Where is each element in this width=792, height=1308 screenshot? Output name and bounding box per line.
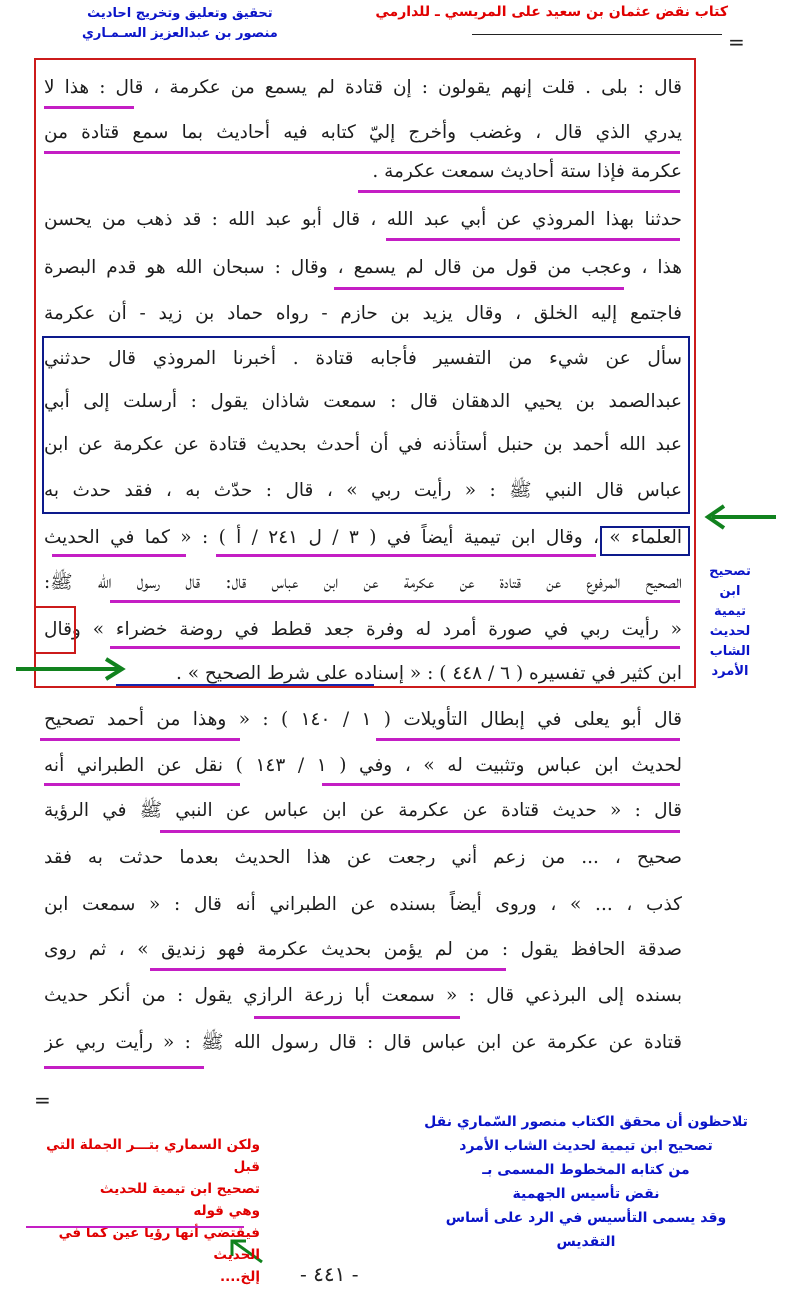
body-line-9: عبد الله أحمد بن حنبل أستأذنه في أن أحدث بحديث قتادة عن عكرمة عن ابن <box>44 434 682 455</box>
page-number: - ٤٤١ - <box>300 1262 359 1286</box>
body-line-21: بسنده إلى البرذعي قال : « سمعت أبا زرعة الرازي يقول : من أنكر حديث <box>44 985 682 1006</box>
body-line-16: لحديث ابن عباس وتثبيت له » ، وفي ( ١ / ١٤٣ ) نقل عن الطبراني أنه <box>44 755 682 776</box>
body-line-22: قتادة عن عكرمة عن ابن عباس قال : قال رسول الله ﷺ : « رأيت ربي عز <box>44 1032 682 1053</box>
blue-underline <box>116 684 374 686</box>
equals-mark-top: = <box>728 30 745 54</box>
side-note-line: الشاب <box>709 644 751 659</box>
note-line: إلخ.... <box>220 1269 260 1285</box>
underline <box>216 554 596 557</box>
body-line-13: « رأيت ربي في صورة أمرد له وفرة جعد قطط في روضة خضراء » وقال <box>44 619 682 640</box>
body-line-11: العلماء » ، وقال ابن تيمية أيضاً في ( ٣ / ل ٢٤١ / أ ) : « كما في الحديث <box>44 527 682 548</box>
body-line-5: هذا ، وعجب من قول من قال لم يسمع ، وقال : سبحان الله هو قدم البصرة <box>44 257 682 278</box>
underline <box>334 287 624 290</box>
underline <box>44 783 240 786</box>
side-note-line: ابن تيمية <box>713 584 747 619</box>
underline <box>386 238 680 241</box>
underline <box>254 1016 460 1019</box>
note-line: تصحيح ابن تيمية للحديث <box>99 1181 260 1197</box>
bottom-right-note <box>420 1110 752 1254</box>
header-rule <box>472 34 722 35</box>
underline <box>322 783 680 786</box>
underline <box>44 106 134 109</box>
body-line-8: عبدالصمد بن يحيي الدهقان قال : سمعت شاذان يقول : أرسلت إلى أبي <box>44 391 682 412</box>
note-line: وقد يسمى التأسيس في الرد على أساس التقديس <box>445 1210 727 1250</box>
side-note-line: لحديث <box>709 624 751 639</box>
side-note-line: تصحيح <box>709 564 751 579</box>
underline <box>376 738 680 741</box>
underline <box>110 646 680 649</box>
note-line: تلاحظون أن محقق الكتاب منصور السّماري نقل <box>424 1114 748 1130</box>
body-line-2: يدري الذي قال ، وغضب وأخرج إليّ كتابه فيه أحاديث بما سمع قتادة من <box>44 122 682 143</box>
arrow-left-icon <box>700 504 780 530</box>
arrow-right-icon <box>14 658 130 680</box>
note-underline <box>26 1226 244 1228</box>
equals-mark-bottom: = <box>34 1088 51 1112</box>
underline <box>44 151 680 154</box>
blue-highlight-box <box>42 336 690 514</box>
body-line-17: قال : « حديث قتادة عن عكرمة عن ابن عباس عن النبي ﷺ في الرؤية <box>44 800 682 821</box>
bottom-left-note <box>20 1134 260 1288</box>
note-line: تصحيح ابن تيمية لحديث الشاب الأمرد <box>459 1138 713 1154</box>
note-line: من كتابه المخطوط المسمى بـ <box>482 1162 690 1178</box>
underline <box>160 830 680 833</box>
body-line-18: صحيح ، ... من زعم أني رجعت عن هذا الحديث بعدما حدثت به فقد <box>44 847 682 868</box>
body-line-1: قال : بلى . قلت إنهم يقولون : إن قتادة لم يسمع من عكرمة ، قال : هذا لا <box>44 77 682 98</box>
underline <box>52 554 186 557</box>
editor-line-1: تحقيق وتعليق وتخريج احاديث <box>87 6 273 21</box>
underline <box>110 600 680 603</box>
note-line: ولكن السماري بتـــر الجملة التي قبل <box>46 1137 260 1175</box>
body-line-6: فاجتمع إليه الخلق ، وقال يزيد بن حازم - رواه حماد بن زيد - أن عكرمة <box>44 303 682 324</box>
side-note-line: الأمرد <box>711 664 749 679</box>
blue-small-box <box>600 526 690 556</box>
body-line-14: ابن كثير في تفسيره ( ٦ / ٤٤٨ ) : « إسناده على شرط الصحيح » . <box>175 663 682 684</box>
body-line-19: كذب ، ... » ، وروى أيضاً بسنده عن الطبراني أنه قال : « سمعت ابن <box>44 894 682 915</box>
red-small-box <box>34 606 76 654</box>
body-line-12: الصحيح المرفوع عن قتادة عن عكرمة عن ابن عباس قال: قال رسول الله ﷺ: <box>44 572 682 593</box>
body-line-20: صدقة الحافظ يقول : من لم يؤمن بحديث عكرمة فهو زنديق » ، ثم روى <box>44 939 682 960</box>
note-line: وهي قوله <box>193 1203 260 1219</box>
underline <box>150 968 506 971</box>
note-line: نقض تأسيس الجهمية <box>512 1186 660 1202</box>
side-note <box>702 562 758 682</box>
underline <box>358 190 680 193</box>
body-line-3: عكرمة فإذا ستة أحاديث سمعت عكرمة . <box>372 161 682 182</box>
book-title-annotation: كتاب نقض عثمان بن سعيد على المريسي ـ للدارمي <box>375 4 728 20</box>
note-line: فيقتضي أنها رؤيا عين كما في الحديث <box>58 1225 260 1263</box>
underline <box>40 738 240 741</box>
editor-annotation <box>82 4 278 44</box>
body-line-7: سأل عن شيء من التفسير فأجابه قتادة . أخبرنا المروذي قال حدثني <box>44 348 682 369</box>
body-line-10: عباس قال النبي ﷺ : « رأيت ربي » ، قال : حدّث به ، فقد حدث به <box>44 480 682 501</box>
editor-line-2: منصور بن عبدالعزيز السـمـاري <box>82 26 278 41</box>
body-line-15: قال أبو يعلى في إبطال التأويلات ( ١ / ١٤٠ ) : « وهذا من أحمد تصحيح <box>44 709 682 730</box>
underline <box>44 1066 204 1069</box>
body-line-4: حدثنا بهذا المروذي عن أبي عبد الله ، قال أبو عبد الله : قد ذهب من يحسن <box>44 209 682 230</box>
